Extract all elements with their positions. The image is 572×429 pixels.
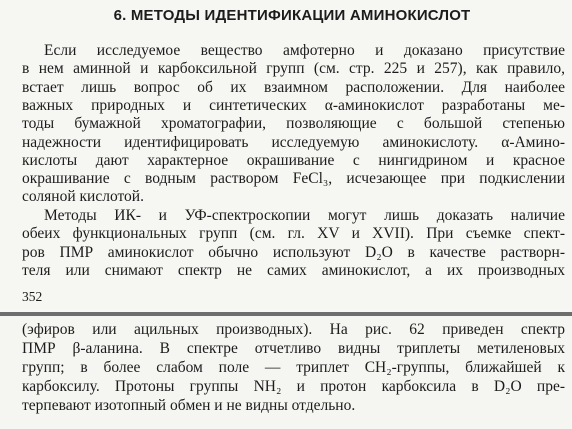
text-line: Методы ИК- и УФ-спектроскопии могут лишь доказать наличие: [44, 207, 565, 224]
text-line: ров ПМР аминокислот обычно используют D₂O в качестве растворн-: [22, 243, 565, 261]
lower-page: [0, 316, 572, 429]
text-line: (эфиров или ацильных производных). На рис. 62 приведен спектр: [22, 321, 565, 338]
text-line: карбоксилу. Протоны группы NH₂ и протон карбоксила в D₂O пре-: [22, 378, 565, 395]
text-line: тоды бумажной хроматографии, позволяющие с большой степенью: [22, 115, 565, 133]
text-line: обеих функциональных групп (см. гл. XV и XVII). При съемке спект-: [22, 225, 565, 243]
text-line: в нем аминной и карбоксильной групп (см. стр. 225 и 257), как правило,: [22, 60, 565, 78]
page-number: 352: [22, 289, 43, 304]
text-line: терпевают изотопный обмен и не видны отдельно.: [22, 397, 356, 414]
text-line: теля или снимают спектр не самих аминокислот, а их производных: [22, 261, 565, 279]
text-line: окрашивание с водным раствором FeCl₃, исчезающее при подкислении: [22, 170, 565, 188]
text-line: важных природных и синтетических α-аминокислот разработаны ме-: [22, 96, 565, 114]
text-line: кислоты дают характерное окрашивание с нингидрином и красное: [22, 151, 565, 169]
text-line: соляной кислотой.: [22, 188, 144, 206]
text-line: надежности идентифицировать исследуемую аминокислоту. α-Амино-: [22, 133, 565, 151]
section-heading: 6. МЕТОДЫ ИДЕНТИФИКАЦИИ АМИНОКИСЛОТ: [113, 7, 471, 24]
text-line: групп; в более слабом поле — триплет CH₂-группы, ближайшей к: [22, 359, 565, 376]
text-line: ПМР β-аланина. В спектре отчетливо видны триплеты метиленовых: [22, 340, 565, 357]
text-line: Если исследуемое вещество амфотерно и доказано присутствие: [44, 42, 565, 59]
text-line: встает лишь вопрос об их взаимном расположении. Для наиболее: [22, 78, 565, 96]
